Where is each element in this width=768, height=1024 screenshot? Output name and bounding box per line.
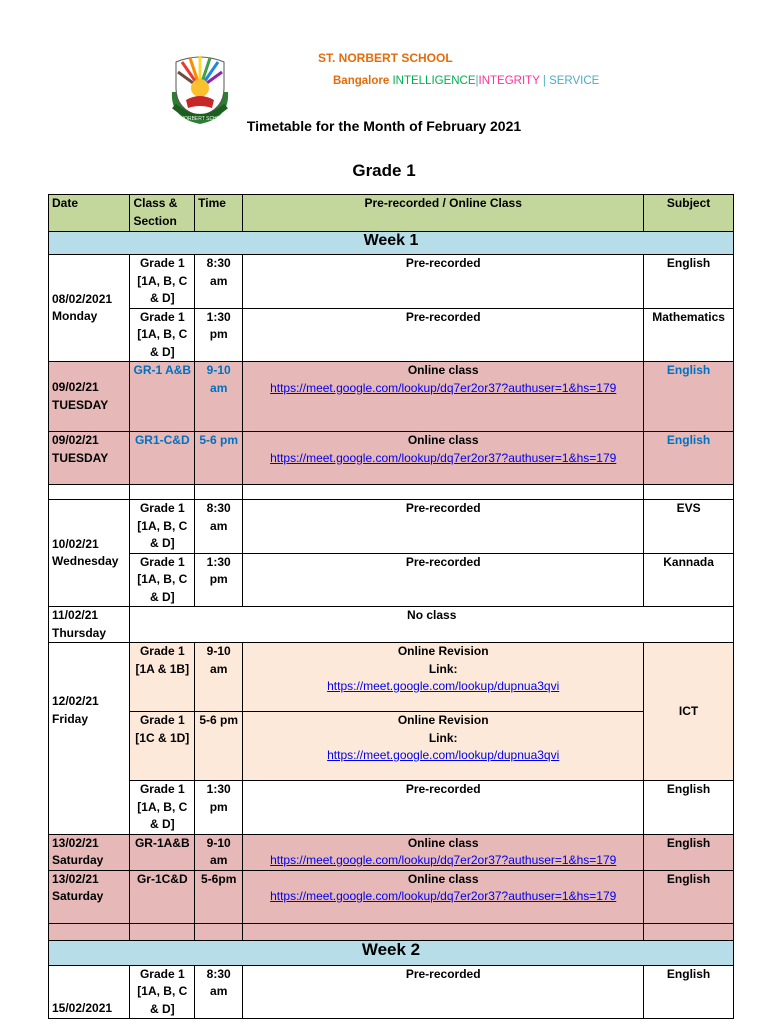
table-row (49, 362, 734, 432)
class-cell: GR-1A&B (130, 834, 195, 870)
meet-link[interactable]: https://meet.google.com/lookup/dq7er2or37?authuser=1&hs=179 (270, 380, 617, 395)
table-row (49, 308, 734, 362)
subject-cell: ICT (644, 643, 734, 781)
time-cell: 1:30 pm (195, 553, 243, 607)
class-cell: Grade 1 [1A, B, C & D] (130, 255, 195, 309)
mode-cell: Pre-recorded (243, 308, 644, 362)
class-cell: Gr-1C&D (130, 870, 195, 923)
table-header (49, 195, 734, 232)
date-cell: 10/02/21 Wednesday (49, 500, 130, 607)
mode-cell: Online Revision Link: https://meet.google.com/lookup/dupnua3qvi (243, 643, 644, 712)
subject-cell: Mathematics (644, 308, 734, 362)
mode-cell: Pre-recorded (243, 553, 644, 607)
time-cell: 1:30 pm (195, 308, 243, 362)
meet-link[interactable]: https://meet.google.com/lookup/dq7er2or37?authuser=1&hs=179 (270, 889, 617, 903)
time-cell: 1:30 pm (195, 781, 243, 835)
table-row (49, 643, 734, 712)
table-row (49, 255, 734, 309)
motto-service: SERVICE (549, 75, 600, 87)
motto-integrity: INTEGRITY (478, 75, 540, 87)
col-date: Date (49, 195, 130, 232)
subject-cell: English (644, 870, 734, 923)
table-row (49, 712, 734, 781)
spacer-row (49, 923, 734, 940)
school-crest-icon (160, 48, 240, 128)
date-cell: 11/02/21 Thursday (49, 607, 130, 643)
date-cell: 15/02/2021 (49, 965, 130, 1019)
week-2-label: Week 2 (49, 940, 734, 965)
mode-cell: Online class https://meet.google.com/lookup/dq7er2or37?authuser=1&hs=179 (243, 870, 644, 923)
time-cell: 8:30 am (195, 255, 243, 309)
table-row (49, 432, 734, 485)
mode-cell: Online class https://meet.google.com/lookup/dq7er2or37?authuser=1&hs=179 (243, 834, 644, 870)
subject-cell: English (644, 965, 734, 1019)
table-row (49, 781, 734, 835)
time-cell: 8:30 am (195, 500, 243, 554)
subject-cell: English (644, 432, 734, 485)
mode-cell: Online Revision Link: https://meet.google.com/lookup/dupnua3qvi (243, 712, 644, 781)
class-cell: Grade 1 [1A, B, C & D] (130, 500, 195, 554)
revision-link[interactable]: https://meet.google.com/lookup/dupnua3qvi (327, 679, 560, 693)
meet-link[interactable]: https://meet.google.com/lookup/dq7er2or37?authuser=1&hs=179 (270, 853, 617, 867)
class-cell: GR-1 A&B (130, 362, 195, 432)
date-cell: 12/02/21 Friday (49, 643, 130, 835)
school-name: ST. NORBERT SCHOOL (318, 51, 453, 65)
mode-cell: Online class https://meet.google.com/lookup/dq7er2or37?authuser=1&hs=179 (243, 362, 644, 432)
table-row (49, 870, 734, 923)
class-cell: Grade 1 [1A & 1B] (130, 643, 195, 712)
col-mode: Pre-recorded / Online Class (243, 195, 644, 232)
subject-cell: English (644, 781, 734, 835)
date-cell: 09/02/21 TUESDAY (49, 362, 130, 432)
week-2-row (49, 940, 734, 965)
no-class-cell: No class (130, 607, 734, 643)
city-label: Bangalore (333, 75, 390, 87)
page-title: Timetable for the Month of February 2021 (246, 118, 522, 134)
mode-cell: Online class https://meet.google.com/lookup/dq7er2or37?authuser=1&hs=179 (243, 432, 644, 485)
col-time: Time (195, 195, 243, 232)
table-row (49, 965, 734, 1019)
time-cell: 8:30 am (195, 965, 243, 1019)
table-row (49, 607, 734, 643)
col-class-section: Class & Section (130, 195, 195, 232)
table-row (49, 500, 734, 554)
date-cell: 09/02/21 TUESDAY (49, 432, 130, 485)
svg-text:ST NORBERT SCHOOL: ST NORBERT SCHOOL (172, 116, 228, 122)
subject-cell: English (644, 362, 734, 432)
date-cell: 13/02/21 Saturday (49, 870, 130, 923)
time-cell: 9-10 am (195, 643, 243, 712)
subject-cell: English (644, 834, 734, 870)
week-1-row (49, 232, 734, 255)
class-cell: Grade 1 [1A, B, C & D] (130, 553, 195, 607)
timetable (48, 194, 734, 1019)
time-cell: 5-6pm (195, 870, 243, 923)
time-cell: 9-10 am (195, 362, 243, 432)
class-cell: GR1-C&D (130, 432, 195, 485)
spacer-row (49, 485, 734, 500)
mode-cell: Pre-recorded (243, 965, 644, 1019)
subject-cell: EVS (644, 500, 734, 554)
time-cell: 9-10 am (195, 834, 243, 870)
date-cell: 13/02/21 Saturday (49, 834, 130, 870)
motto-intelligence: INTELLIGENCE (392, 75, 476, 87)
date-cell: 08/02/2021 Monday (49, 255, 130, 362)
mode-cell: Pre-recorded (243, 255, 644, 309)
subject-cell: Kannada (644, 553, 734, 607)
meet-link[interactable]: https://meet.google.com/lookup/dq7er2or37?authuser=1&hs=179 (270, 450, 617, 465)
table-row (49, 834, 734, 870)
mode-cell: Pre-recorded (243, 781, 644, 835)
time-cell: 5-6 pm (195, 432, 243, 485)
class-cell: Grade 1 [1C & 1D] (130, 712, 195, 781)
subject-cell: English (644, 255, 734, 309)
time-cell: 5-6 pm (195, 712, 243, 781)
revision-link[interactable]: https://meet.google.com/lookup/dupnua3qvi (327, 748, 560, 762)
table-row (49, 553, 734, 607)
school-tagline: Bangalore INTELLIGENCE|INTEGRITY | SERVICE (333, 75, 600, 87)
class-cell: Grade 1 [1A, B, C & D] (130, 781, 195, 835)
col-subject: Subject (644, 195, 734, 232)
class-cell: Grade 1 [1A, B, C & D] (130, 308, 195, 362)
class-cell: Grade 1 [1A, B, C & D] (130, 965, 195, 1019)
mode-cell: Pre-recorded (243, 500, 644, 554)
week-1-label: Week 1 (49, 232, 734, 255)
grade-heading: Grade 1 (352, 161, 416, 180)
